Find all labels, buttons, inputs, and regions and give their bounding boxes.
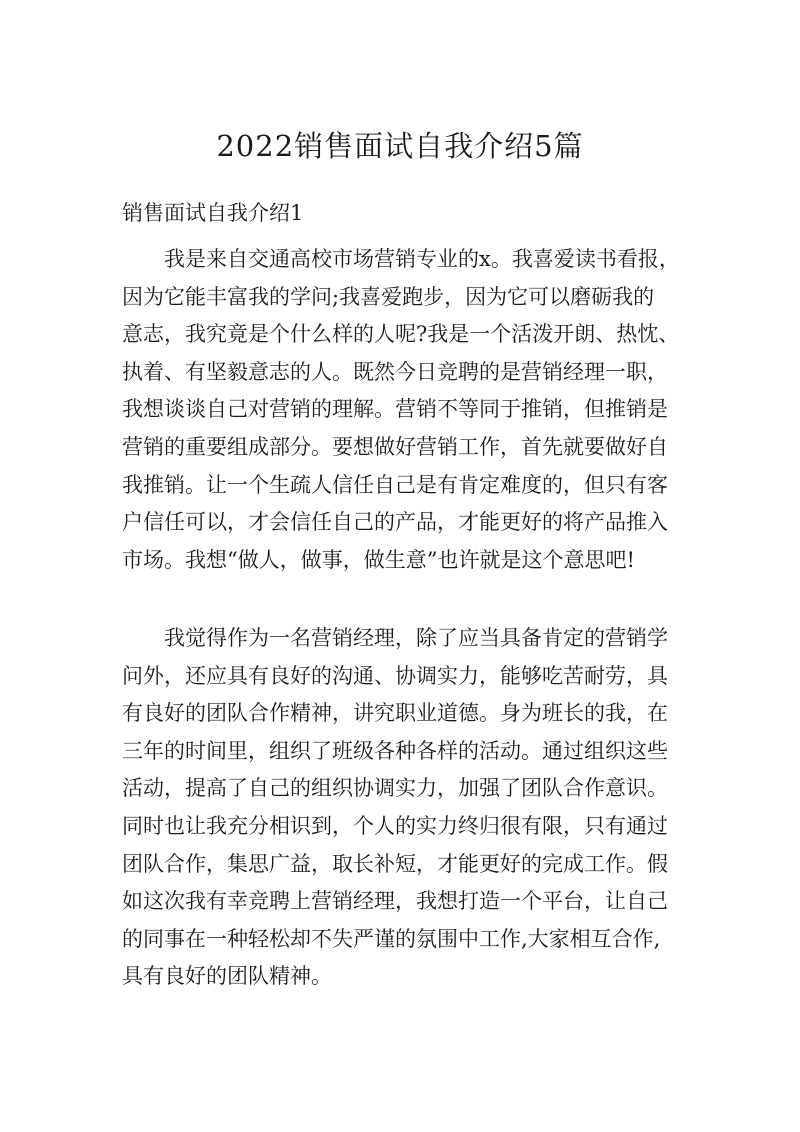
paragraph-line: 有良好的团队合作精神，讲究职业道德。身为班长的我，在 <box>122 701 668 726</box>
paragraph-line: 意志，我究竟是个什么样的人呢?我是一个活泼开朗、热忱、 <box>122 322 680 347</box>
paragraph-line: 我觉得作为一名营销经理，除了应当具备肯定的营销学 <box>164 626 668 650</box>
paragraph-line: 我是来自交通高校市场营销专业的x。我喜爱读书看报， <box>164 247 680 271</box>
paragraph-line: 户信任可以，才会信任自己的产品，才能更好的将产品推入 <box>122 510 668 535</box>
paragraph-line: 同时也让我充分相识到，个人的实力终归很有限，只有通过 <box>122 813 668 838</box>
paragraph-line: 问外，还应具有良好的沟通、协调实力，能够吃苦耐劳，具 <box>122 663 668 688</box>
paragraph-2 <box>122 620 680 996</box>
paragraph-line: 具有良好的团队精神。 <box>122 964 332 989</box>
paragraph-line: 三年的时间里，组织了班级各种各样的活动。通过组织这些 <box>122 738 668 763</box>
paragraph-1 <box>122 241 680 579</box>
paragraph-line: 如这次我有幸竞聘上营销经理，我想打造一个平台，让自己 <box>122 889 668 914</box>
paragraph-line: 我想谈谈自己对营销的理解。营销不等同于推销，但推销是 <box>122 397 668 422</box>
paragraph-line: 因为它能丰富我的学问;我喜爱跑步，因为它可以磨砺我的 <box>122 284 655 309</box>
paragraph-line: 的同事在一种轻松却不失严谨的氛围中工作,大家相互合作, <box>122 926 661 951</box>
paragraph-line: 活动，提高了自己的组织协调实力，加强了团队合作意识。 <box>122 776 668 801</box>
paragraph-line: 市场。我想“做人，做事，做生意”也许就是这个意思吧! <box>122 547 635 572</box>
section-heading: 销售面试自我介绍1 <box>122 201 304 225</box>
paragraph-line: 执着、有坚毅意志的人。既然今日竞聘的是营销经理一职， <box>122 359 668 384</box>
paragraph-line: 团队合作，集思广益，取长补短，才能更好的完成工作。假 <box>122 851 668 876</box>
paragraph-line: 我推销。让一个生疏人信任自己是有肯定难度的，但只有客 <box>122 472 668 497</box>
paragraph-line: 营销的重要组成部分。要想做好营销工作，首先就要做好自 <box>122 434 668 459</box>
document-title: 2022销售面试自我介绍5篇 <box>216 129 584 163</box>
